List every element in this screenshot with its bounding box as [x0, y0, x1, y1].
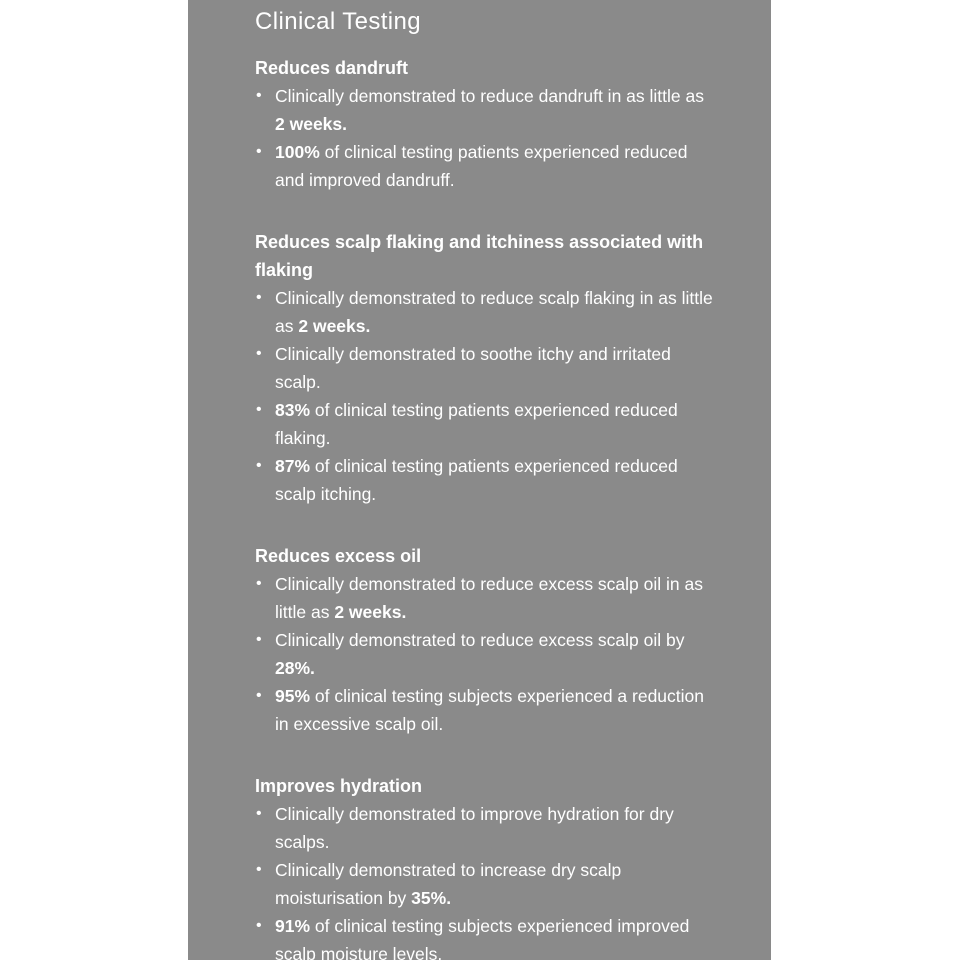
bullet-text-pre: Clinically demonstrated to reduce dandruft in as little as: [275, 86, 704, 106]
clinical-section: [255, 228, 715, 508]
bullet-text-bold: 87%: [275, 456, 311, 476]
bullet-item: [255, 626, 715, 682]
bullet-item: [255, 138, 715, 194]
bullet-text-bold: 2 weeks.: [298, 316, 371, 336]
bullet-item: [255, 682, 715, 738]
bullet-item: [255, 82, 715, 138]
clinical-section: [255, 772, 715, 968]
clinical-section: [255, 54, 715, 194]
bullet-text-bold: 2 weeks.: [334, 602, 407, 622]
sections-container: [255, 54, 715, 968]
bullet-text-bold: 91%: [275, 916, 311, 936]
bullet-text-post: of clinical testing patients experienced reduced and improved dandruff.: [275, 142, 688, 190]
bullet-text-post: of clinical testing patients experienced reduced flaking.: [275, 400, 678, 448]
bullet-text-bold: 35%.: [411, 888, 452, 908]
bullet-list: [255, 82, 715, 194]
panel-content: [188, 0, 771, 968]
bullet-item: [255, 284, 715, 340]
section-heading: Improves hydration: [255, 776, 423, 796]
bullet-item: [255, 800, 715, 856]
bullet-list: [255, 800, 715, 968]
clinical-testing-panel: [188, 0, 771, 964]
bullet-item: [255, 452, 715, 508]
clinical-section: [255, 542, 715, 738]
page-title: Clinical Testing: [255, 8, 422, 35]
bullet-list: [255, 570, 715, 738]
section-heading: Reduces excess oil: [255, 546, 422, 566]
bullet-text-pre: Clinically demonstrated to improve hydration for dry scalps.: [275, 804, 674, 852]
bullet-text-bold: 100%: [275, 142, 320, 162]
bullet-text-post: of clinical testing patients experienced reduced scalp itching.: [275, 456, 678, 504]
bullet-text-bold: 83%: [275, 400, 311, 420]
bullet-text-post: of clinical testing subjects experienced a reduction in excessive scalp oil.: [275, 686, 705, 734]
section-heading: Reduces scalp flaking and itchiness associated with flaking: [255, 232, 704, 280]
bullet-text-pre: Clinically demonstrated to reduce excess scalp oil in as little as: [275, 574, 703, 622]
bullet-list: [255, 284, 715, 508]
bullet-text-pre: Clinically demonstrated to increase dry scalp moisturisation by: [275, 860, 622, 908]
bullet-item: [255, 856, 715, 912]
bullet-text-post: of clinical testing subjects experienced improved scalp moisture levels.: [275, 916, 690, 964]
bullet-text-pre: Clinically demonstrated to reduce scalp flaking in as little as: [275, 288, 713, 336]
section-heading: Reduces dandruft: [255, 58, 409, 78]
bullet-text-bold: 95%: [275, 686, 311, 706]
bullet-item: [255, 396, 715, 452]
bullet-item: [255, 340, 715, 396]
bullet-item: [255, 570, 715, 626]
bullet-text-pre: Clinically demonstrated to reduce excess scalp oil by: [275, 630, 685, 650]
bullet-text-bold: 2 weeks.: [275, 114, 347, 134]
bullet-text-pre: Clinically demonstrated to soothe itchy and irritated scalp.: [275, 344, 671, 392]
bullet-text-bold: 28%.: [275, 658, 315, 678]
